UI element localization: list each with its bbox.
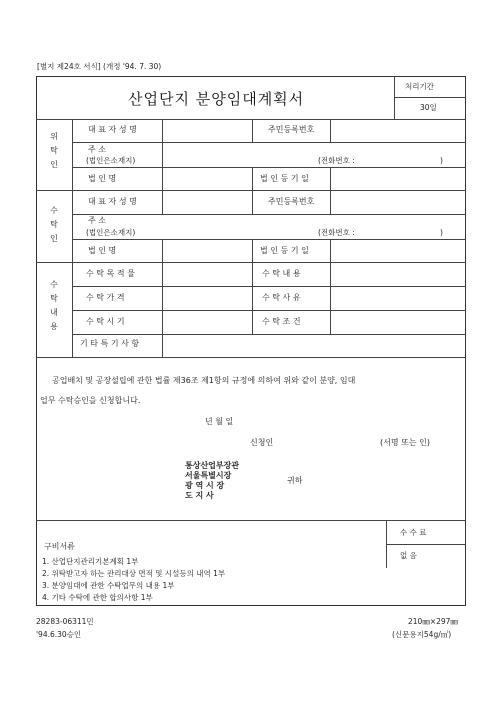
consignor-address-sub: (법인은소재지) bbox=[86, 156, 136, 165]
consignee-corp-reg-label: 법 인 등 기 일 bbox=[260, 246, 309, 255]
fee-label: 수 수 료 bbox=[400, 528, 427, 537]
recipient-line-2: 서울특별시장 bbox=[185, 471, 232, 480]
fee-value: 없 음 bbox=[400, 551, 417, 560]
document-item-4: 4. 기타 수탁에 관한 합의사항 1부 bbox=[42, 593, 153, 602]
footer-paper-size: 210㎜×297㎜ bbox=[408, 617, 458, 626]
footer-approval-date: '94.6.30승인 bbox=[36, 630, 82, 639]
trust-object-label: 수 탁 목 적 물 bbox=[86, 269, 135, 278]
consignor-section-label: 위탁인 bbox=[50, 132, 58, 169]
consignee-reg-no-label: 주민등록번호 bbox=[268, 197, 315, 206]
footer-form-number: 28283-06311민 bbox=[36, 617, 94, 626]
processing-period-label: 처리기간 bbox=[405, 82, 434, 91]
consignee-section-label: 수탁인 bbox=[50, 206, 58, 243]
consignor-phone-close: ) bbox=[440, 156, 443, 165]
trust-condition-label: 수 탁 조 건 bbox=[262, 317, 301, 326]
form-header-note: [별지 제24호 서식] (개정 '94. 7. 30) bbox=[37, 62, 162, 71]
applicant-label: 신청인 bbox=[250, 438, 274, 447]
documents-label: 구비서류 bbox=[44, 542, 75, 551]
form-title: 산업단지 분양임대계획서 bbox=[128, 90, 305, 108]
consignee-address-sub: (법인은소재지) bbox=[86, 228, 136, 237]
footer-paper-type: (신문용지54g/㎡) bbox=[392, 630, 452, 639]
recipient-suffix: 귀하 bbox=[287, 476, 303, 485]
statement-line1: 공업배치 및 공장설립에 관한 법률 제36조 제1항의 규정에 의하여 위와 같이 분양, 임대 bbox=[52, 376, 356, 385]
recipient-line-1: 통상산업부장관 bbox=[185, 461, 240, 470]
trust-reason-label: 수 탁 사 유 bbox=[262, 293, 301, 302]
consignor-corp-name-label: 법 인 명 bbox=[88, 174, 117, 183]
trust-price-label: 수 탁 가 격 bbox=[86, 293, 125, 302]
recipient-line-3: 광 역 시 장 bbox=[185, 481, 225, 490]
consignor-reg-no-label: 주민등록번호 bbox=[268, 125, 315, 134]
trust-other-label: 기 타 특 기 사 항 bbox=[80, 339, 140, 348]
consignee-phone-label: (전화번호 : bbox=[318, 228, 355, 237]
consignee-rep-name-label: 대 표 자 성 명 bbox=[88, 197, 137, 206]
document-item-3: 3. 분양임대에 관한 수탁업무의 내용 1부 bbox=[42, 581, 175, 590]
document-item-2: 2. 위탁받고자 하는 관리대상 면적 및 시설등의 내역 1부 bbox=[42, 569, 226, 578]
consignee-address-label: 주 소 bbox=[88, 216, 106, 225]
consignee-corp-name-label: 법 인 명 bbox=[88, 246, 117, 255]
processing-period-value: 30일 bbox=[420, 103, 437, 112]
consignee-phone-close: ) bbox=[440, 228, 443, 237]
document-item-1: 1. 산업단지관리기본계획 1부 bbox=[42, 557, 139, 566]
consignor-phone-label: (전화번호 : bbox=[318, 156, 355, 165]
consignor-corp-reg-label: 법 인 등 기 일 bbox=[260, 174, 309, 183]
statement-line2: 업무 수탁승인을 신청합니다. bbox=[40, 396, 141, 405]
signature-label: (서명 또는 인) bbox=[380, 438, 430, 447]
trust-content-label: 수 탁 내 용 bbox=[262, 269, 301, 278]
statement-date: 년 월 일 bbox=[205, 417, 234, 426]
recipient-line-4: 도 지 사 bbox=[185, 491, 214, 500]
consignor-address-label: 주 소 bbox=[88, 145, 106, 154]
trust-section-label: 수탁내용 bbox=[50, 280, 58, 331]
consignor-rep-name-label: 대 표 자 성 명 bbox=[88, 125, 137, 134]
trust-period-label: 수 탁 시 기 bbox=[86, 317, 125, 326]
